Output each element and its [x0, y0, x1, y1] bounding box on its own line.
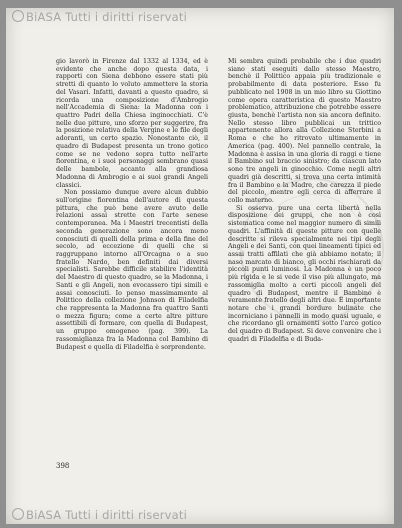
left-paragraph-1: gio lavorò in Firenze dal 1332 al 1334, ed è evidente che anche dopo questa data, i rapporti con Siena debbono essere stati più stretti di quanto lo voluto ammettere la storia del Vasari. Infatti, davanti a questo quadro, si ricorda una composizione d'Ambrogio nell'Accademia di Siena: la Madonna con i quattro Padri della Chiesa inginocchiati. C'è nelle due pitture, uno sforzo per suggerire, fra la posizione relativa della Vergine e le file degli adoranti, un certo spazio. Nonostante ciò, il quadro di Budapest presenta un trono gotico come se ne vedono sopra tutto nell'arte fiorentina, e i suoi personaggi sembrano quasi delle bambole, accanto alla grandiosa Madonna di Ambrogio e ai suoi grandi Angeli classici. — [56, 58, 208, 189]
biasa-logo-icon — [12, 10, 24, 22]
right-column — [228, 58, 381, 344]
right-paragraph-2: Si osserva pure una certa libertà nella disposizione dei gruppi, che non è così sistematica come nel maggior numero di simili quadri. L'affinità di queste pitture con quelle descritte si rileva specialmente nei tipi degli Angeli e dei Santi, con quei lineamenti tipici ed assai tratti affilati che già abbiamo notato; il naso marcato di bianco, gli occhi rischiarati da piccoli punti luminosi. La Madonna è un poco più rigida e le si vede il viso più allungato, ma rassomiglia molto a certi piccoli angeli del quadro di Budapest, mentre il Bambino è veramente fratello degli altri due. È importante notare che i grandi bordure bulinate che incorniciano i pannelli in modo quasi uguale, e che ricordano gli ornamenti sotto l'arco gotico del quadro di Budapest. Si deve convenire che i quadri di Filadelfia e di Buda- — [228, 204, 381, 343]
watermark-top-text: BiASA Tutti i diritti riservati — [26, 10, 188, 24]
page-number: 398 — [56, 462, 70, 470]
biasa-logo-icon — [12, 508, 24, 520]
left-column — [56, 58, 208, 351]
watermark-bottom — [12, 508, 187, 522]
watermark-top — [12, 10, 187, 24]
right-paragraph-1: Mi sembra quindi probabile che i due quadri siano stati eseguiti dallo stesso Maestro, benchè il Polittico appaia più tradizionale e probabilmente di data posteriore. Esso fu pubblicato nel 1908 in un mio libro su Giottino come opera caratteristica di questo Maestro problematico, attribuzione che potrebbe essere giusta, benchè l'artista non sia ancora definito. Nello stesso libro pubblicai un trittico appartenente allora alla Collezione Sterbini a Roma e che ho ritrovato ultimamente in America (pag. 400). Nel pannello centrale, la Madonna è assisa in una gloria di raggi e tiene il Bambino sul braccio sinistro; da ciascun lato sono tre angeli in ginocchio. Come negli altri quadri già descritti, si trova una certa intimità fra il Bambino e la Madre, che carezza il piede del piccolo, mentre egli cerca di afferrare il collo materno. — [228, 58, 381, 204]
left-paragraph-2: Non possiamo dunque avere alcun dubbio sull'origine fiorentina dell'autore di questa pittura, che può bene avere avuto delle relazioni assai strette con l'arte senese contemporanea. Ma i Maestri trecentisti della seconda generazione sono ancora meno conosciuti di quelli della prima e della fine del secolo, ad eccezione di quelli che si raggruppano intorno all'Orcagna o a suo fratello Nardo, ben definiti dai diversi specialisti. Sarebbe difficile stabilire l'identità del Maestro di questo quadro, se la Madonna, i Santi e gli Angeli, non evocassero tipi simili e assai conosciuti. Io penso massimamente al Polittico della collezione Johnson di Filadelfia che rappresenta la Madonna fra quattro Santi o mezza figura; come a certe altre pitture assettibili di formare, con quella di Budapest, un gruppo omogeneo (pag. 399). La rassomiglianza fra la Madonna col Bambino di Budapest e quella di Filadelfia è sorprendente. — [56, 189, 208, 351]
watermark-bottom-text: BiASA Tutti i diritti riservati — [26, 508, 188, 522]
scanned-page — [6, 8, 394, 524]
